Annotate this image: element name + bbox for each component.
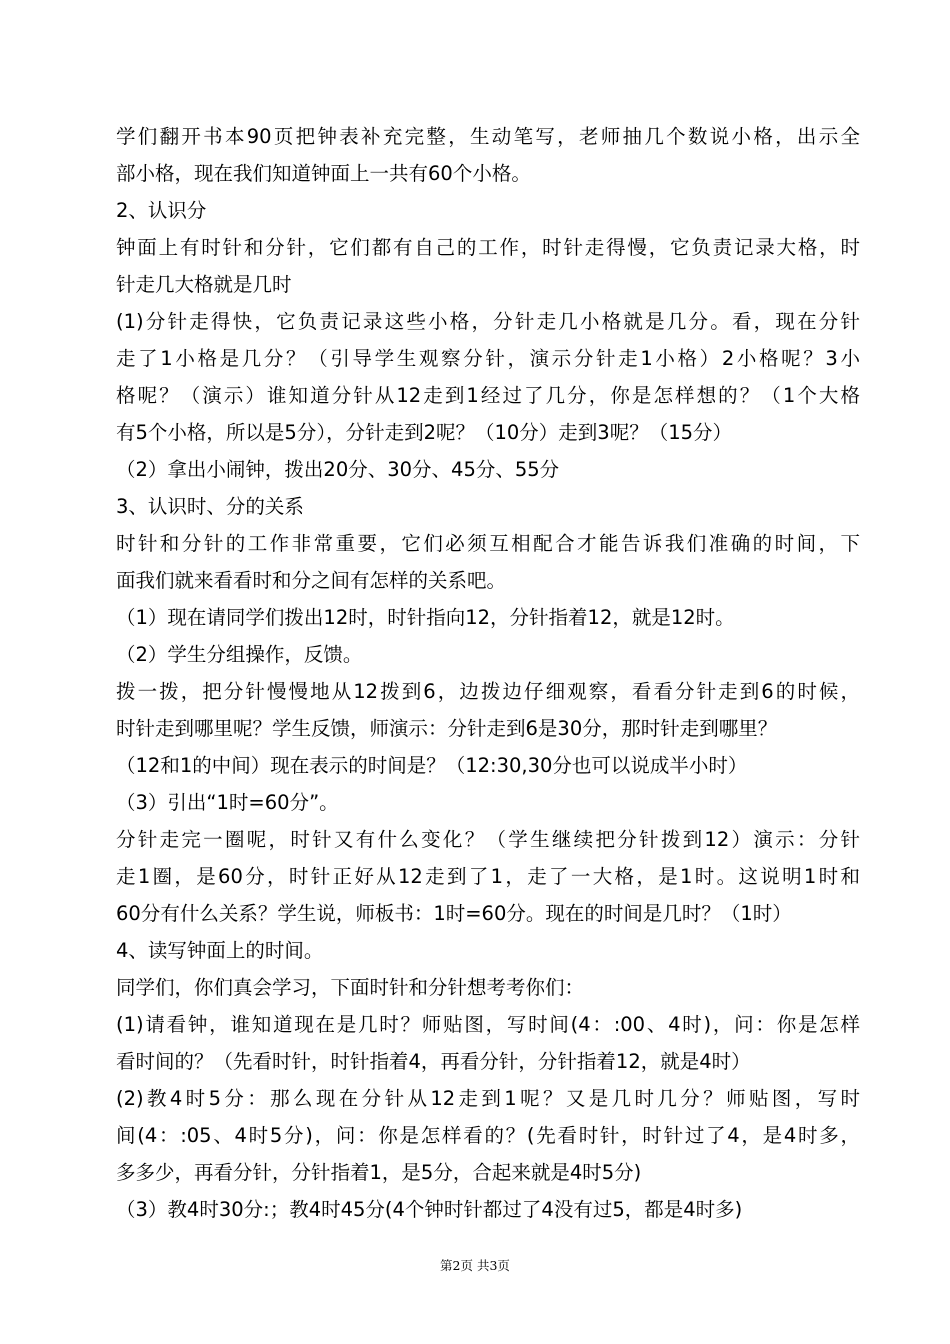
text-line: 2、认识分 — [116, 199, 207, 222]
text-line: 走了1小格是几分？（引导学生观察分针，演示分针走1小格）2小格呢？3小 — [116, 347, 860, 370]
text-line: 3、认识时、分的关系 — [116, 495, 304, 518]
text-line: （1）现在请同学们拨出12时，时针指向12，分针指着12，就是12时。 — [116, 606, 735, 629]
page-footer: 第2页 共3页 — [440, 1258, 510, 1273]
text-line: 有5个小格，所以是5分），分针走到2呢？（10分）走到3呢？（15分） — [116, 421, 733, 444]
text-line: 60分有什么关系？学生说，师板书：1时=60分。现在的时间是几时？（1时） — [116, 902, 792, 925]
text-line: 4、读写钟面上的时间。 — [116, 939, 324, 962]
document-body — [116, 118, 860, 1228]
text-line: 学们翻开书本90页把钟表补充完整，生动笔写，老师抽几个数说小格，出示全 — [116, 125, 860, 148]
text-line: 面我们就来看看时和分之间有怎样的关系吧。 — [116, 569, 507, 592]
text-line: （12和1的中间）现在表示的时间是？（12:30,30分也可以说成半小时） — [116, 754, 748, 777]
text-line: (1)分针走得快，它负责记录这些小格，分针走几小格就是几分。看，现在分针 — [116, 310, 860, 333]
text-line: 同学们，你们真会学习，下面时针和分针想考考你们： — [116, 976, 585, 999]
text-line: 针走几大格就是几时 — [116, 273, 292, 296]
text-line: 格呢？（演示）谁知道分针从12走到1经过了几分，你是怎样想的？（1个大格 — [116, 384, 860, 407]
text-line: 分针走完一圈呢，时针又有什么变化？（学生继续把分针拨到12）演示：分针 — [116, 828, 860, 851]
text-line: （2）学生分组操作，反馈。 — [116, 643, 363, 666]
text-line: 钟面上有时针和分针，它们都有自己的工作，时针走得慢，它负责记录大格，时 — [116, 236, 860, 259]
text-line: 看时间的？（先看时针，时针指着4，再看分针，分针指着12，就是4时） — [116, 1050, 751, 1073]
text-line: 时针走到哪里呢？学生反馈，师演示：分针走到6是30分，那时针走到哪里？ — [116, 717, 778, 740]
text-line: （2）拿出小闹钟，拨出20分、30分、45分、55分 — [116, 458, 560, 481]
text-line: 部小格，现在我们知道钟面上一共有60个小格。 — [116, 162, 531, 185]
text-line: 间(4：:05、4时5分)，问：你是怎样看的？(先看时针，时针过了4，是4时多， — [116, 1124, 860, 1147]
text-line: (1)请看钟，谁知道现在是几时？师贴图，写时间(4：:00、4时)，问：你是怎样 — [116, 1013, 860, 1036]
text-line: 走1圈，是60分，时针正好从12走到了1，走了一大格，是1时。这说明1时和 — [116, 865, 860, 888]
text-line: (2)教4时5分：那么现在分针从12走到1呢？又是几时几分？师贴图，写时 — [116, 1087, 860, 1110]
text-line: 多多少，再看分针，分针指着1，是5分，合起来就是4时5分) — [116, 1161, 642, 1184]
text-line: （3）教4时30分:；教4时45分(4个钟时针都过了4没有过5，都是4时多) — [116, 1198, 743, 1221]
text-line: 时针和分针的工作非常重要，它们必须互相配合才能告诉我们准确的时间，下 — [116, 532, 860, 555]
text-line: （3）引出“1时=60分”。 — [116, 791, 339, 814]
text-line: 拨一拨，把分针慢慢地从12拨到6，边拨边仔细观察，看看分针走到6的时候， — [116, 680, 860, 703]
